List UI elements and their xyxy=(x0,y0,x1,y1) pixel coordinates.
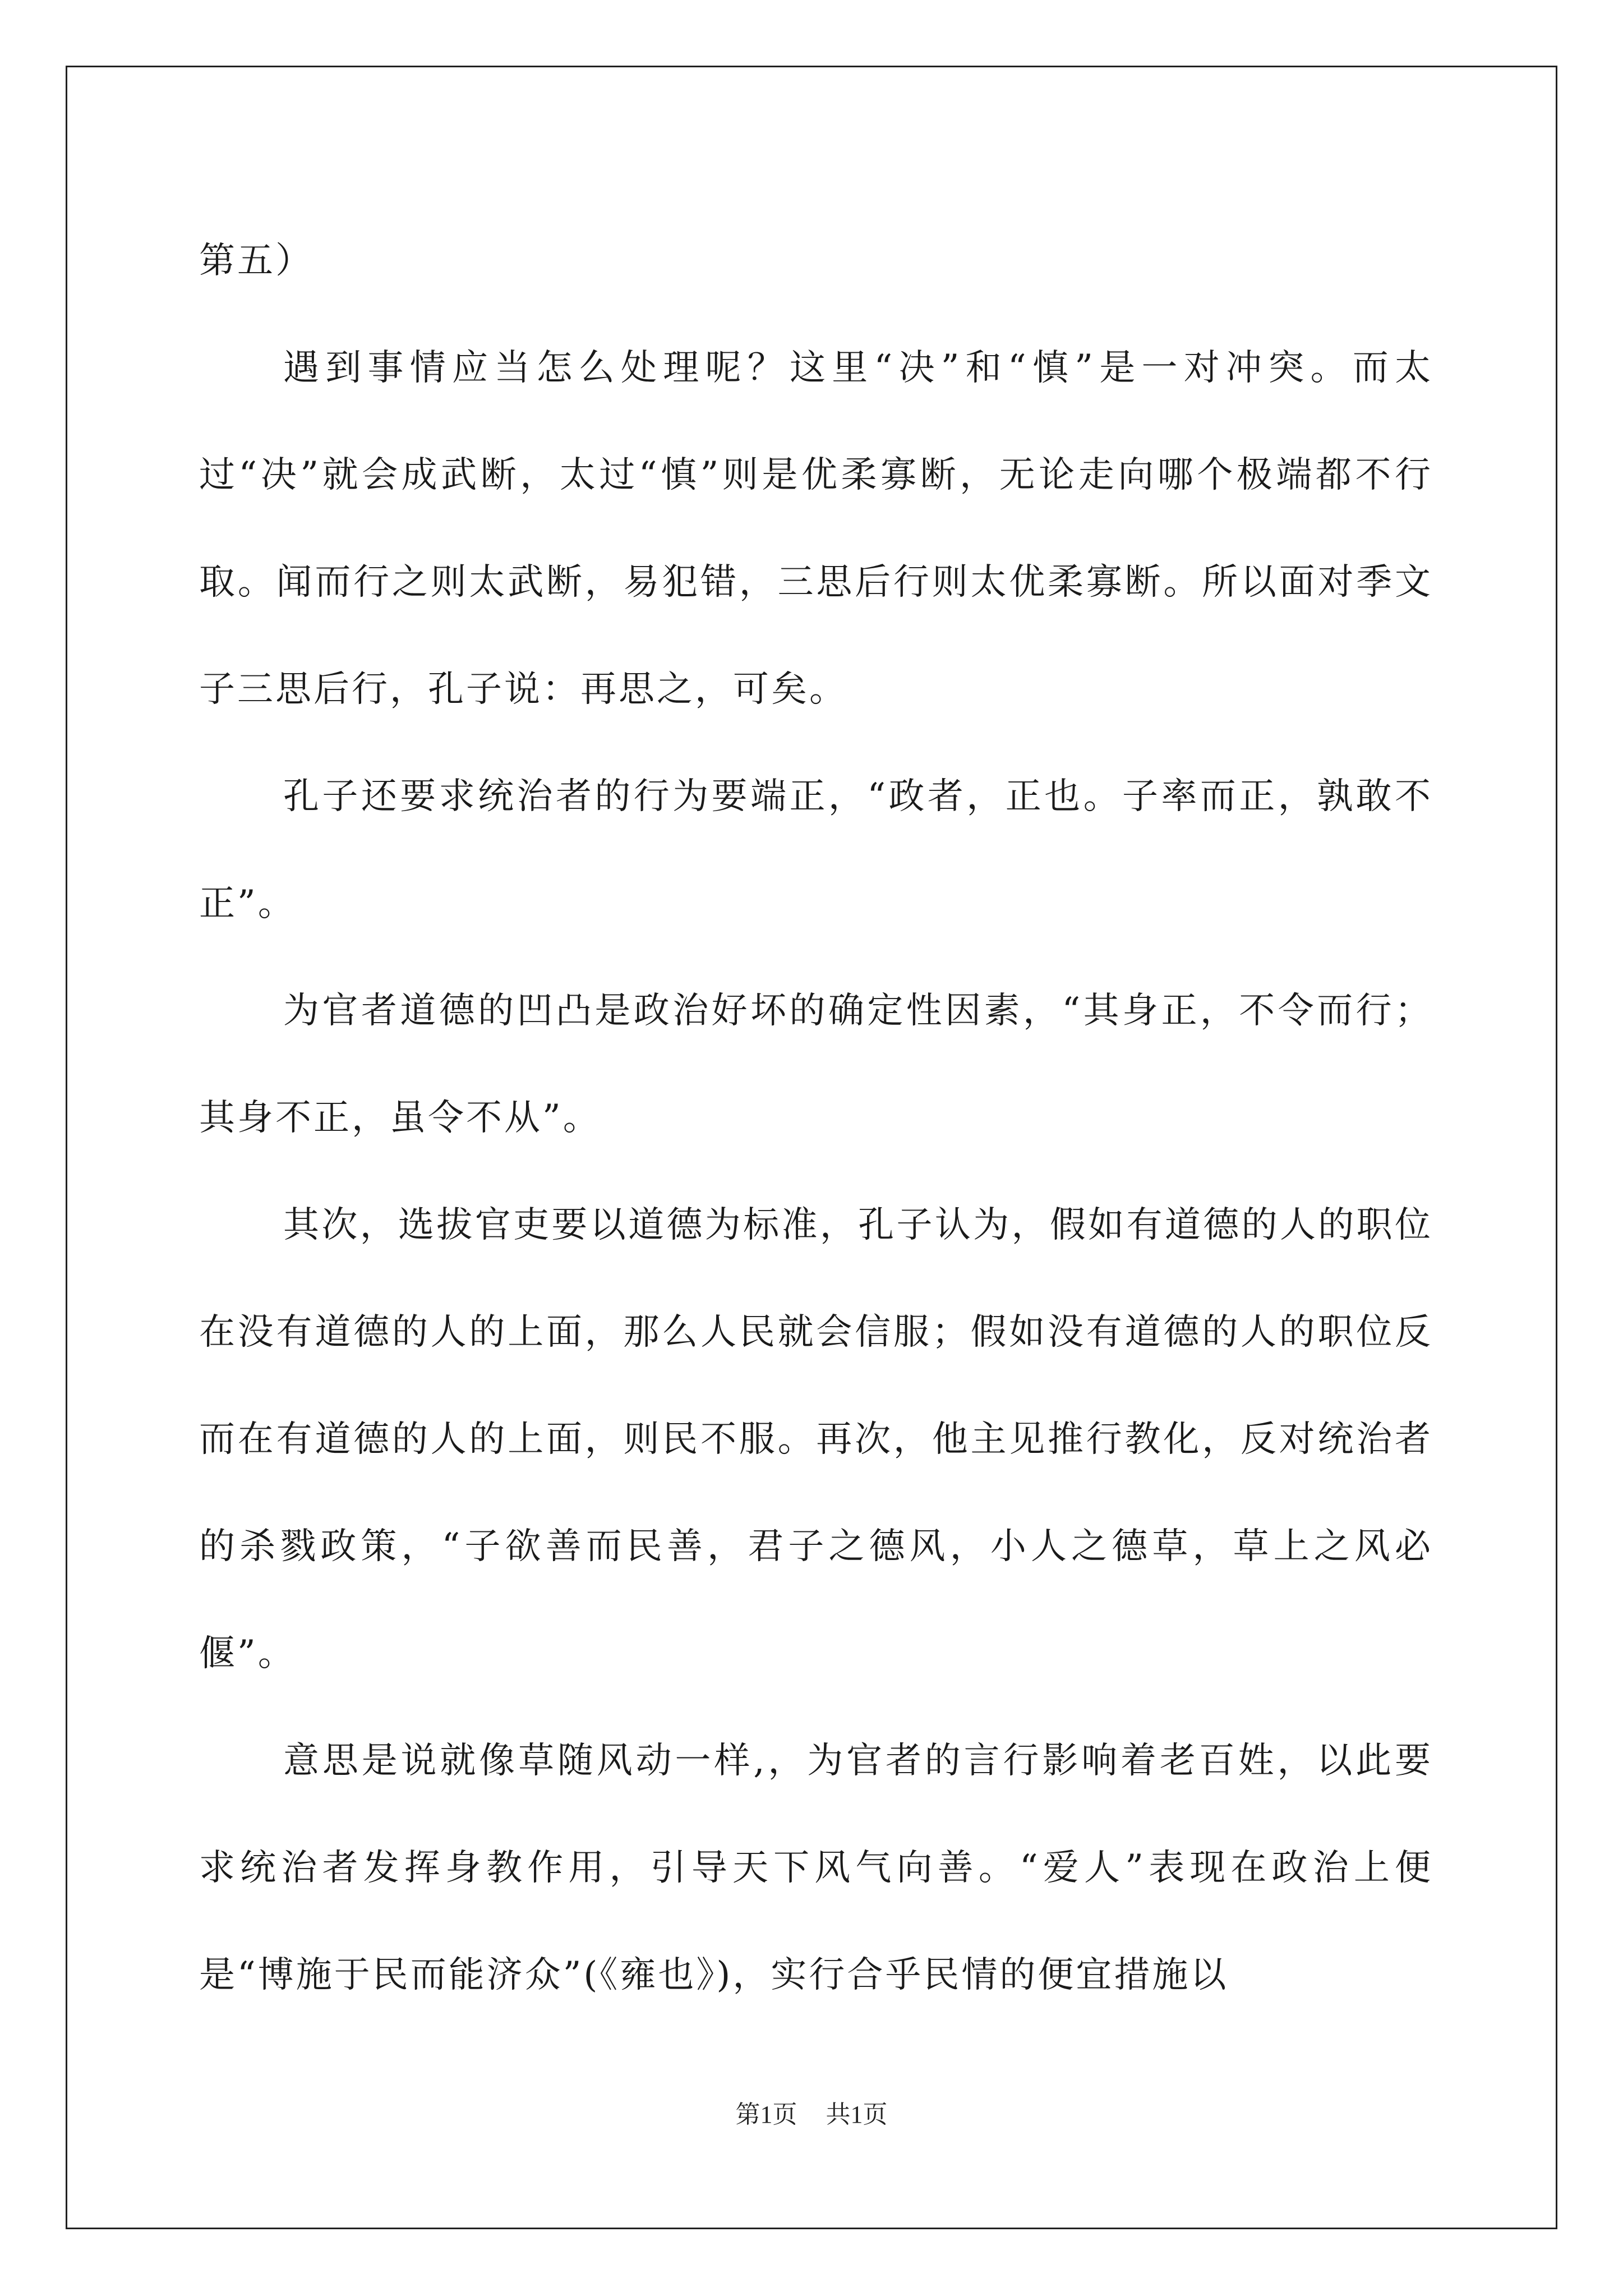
paragraph-6: 意思是说就像草随风动一样,，为官者的言行影响着老百姓，以此要求统治者发挥身教作用，引导天下风气向善。“爱人”表现在政治上便是“博施于民而能济众”(《雍也》)，实行合乎民情的便宜措施以 xyxy=(199,1740,1433,1996)
paragraph-4: 为官者道德的凹凸是政治好坏的确定性因素，“其身正，不令而行；其身不正，虽令不从”。 xyxy=(199,990,1433,1139)
paragraph-3: 孔子还要求统治者的行为要端正，“政者，正也。子率而正，孰敢不正”。 xyxy=(199,776,1433,924)
page-total: 共1页 xyxy=(826,2101,888,2128)
document-body xyxy=(199,208,1433,2029)
page-footer xyxy=(0,2098,1623,2132)
paragraph-1: 第五） xyxy=(199,240,313,282)
paragraph-5: 其次，选拔官吏要以道德为标准，孔子认为，假如有道德的人的职位在没有道德的人的上面，那么人民就会信服；假如没有道德的人的职位反而在有道德的人的上面，则民不服。再次，他主见推行教化，反对统治者的杀戮政策，“子欲善而民善，君子之德风，小人之德草，草上之风必偃”。 xyxy=(199,1204,1433,1674)
page-number: 第1页 xyxy=(735,2101,797,2128)
paragraph-2: 遇到事情应当怎么处理呢？这里“决”和“慎”是一对冲突。而太过“决”就会成武断，太过“慎”则是优柔寡断，无论走向哪个极端都不行取。闻而行之则太武断，易犯错，三思后行则太优柔寡断。所以面对季文子三思后行，孔子说：再思之，可矣。 xyxy=(199,347,1433,710)
